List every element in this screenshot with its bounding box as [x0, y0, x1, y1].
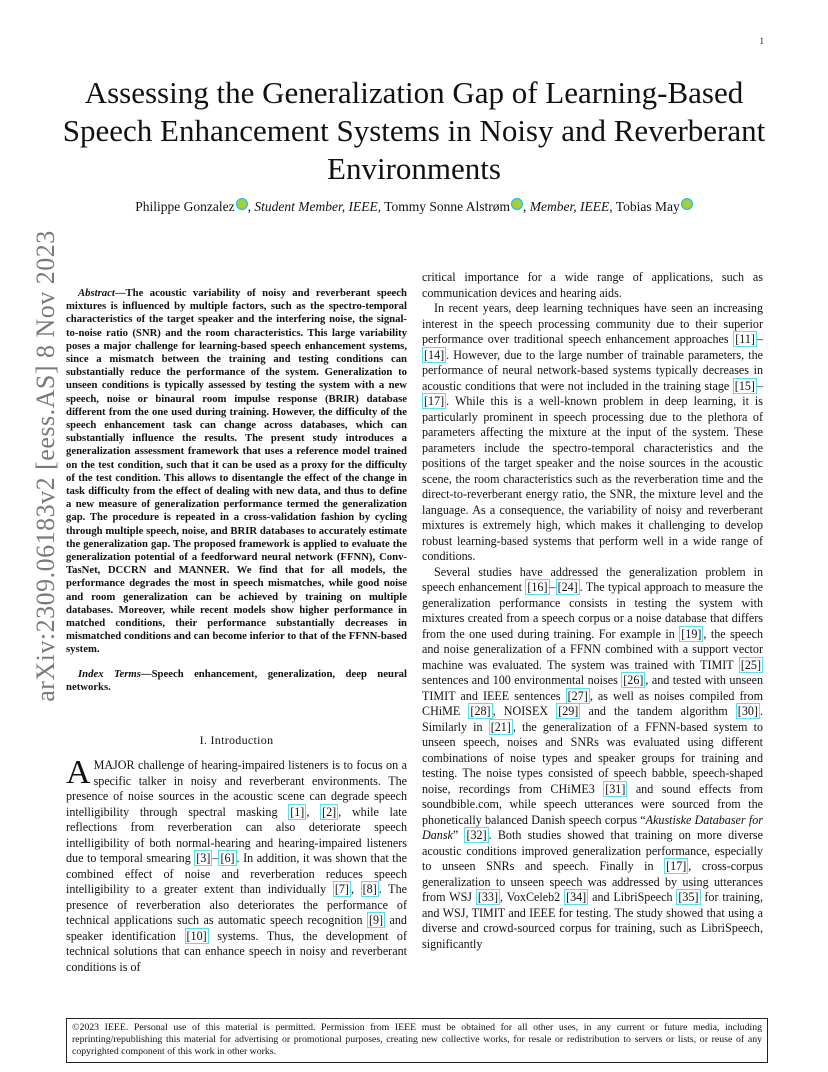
orcid-icon[interactable] — [236, 198, 248, 210]
intro-paragraph: In recent years, deep learning techniques have seen an increasing interest in the speech processing community due to their superior performance over traditional speech enhancement approaches [11] –[14] . However, due to the large number of trainable parameters, the performance of neural network-based systems typically decreases in acoustic conditions that were not included in the training stage [15] –[17] . While this is a well-known problem in deep learning, it is particularly prominent in speech processing due to the plethora of parameters affecting the mixture at the input of the system. These parameters include the spectro-temporal characteristics and the positions of the target speaker and the noise sources in the acoustic scene, the room characteristics such as the reverberation time and the direct-to-reverberant energy ratio, the SNR, the mixture level and the language. As a consequence, the variability of noisy and reverberant mixtures is extremely high, which makes it challenging to develop robust learning-based systems that perform well in a wide range of conditions. — [422, 301, 763, 563]
text-run: and speaker identification — [66, 913, 407, 943]
text-run: . The presence of reverberation also deteriorates the performance of technical applications such as automatic speech recognition — [66, 882, 407, 928]
left-column — [66, 287, 407, 975]
text-run: In recent years, deep learning techniques have seen an increasing interest in the speech processing community due to their superior performance over traditional speech enhancement approaches — [422, 301, 763, 346]
author-name: Philippe Gonzalez — [135, 199, 235, 214]
author-role: Member, IEEE — [529, 199, 610, 214]
text-run: and sound effects from soundbible.com, while speech utterances were sourced from the phonetically balanced Danish speech corpus “ — [422, 781, 764, 827]
citation-link[interactable]: [33] — [477, 890, 499, 904]
section-heading: I. Introduction — [199, 733, 274, 748]
orcid-icon[interactable] — [681, 198, 693, 210]
citation-link[interactable]: [32] — [466, 828, 487, 842]
text-run: systems. Thus, the development of technical solutions that can enhance speech in noisy and reverberant conditions is of — [66, 928, 407, 974]
citation-link[interactable]: [19] — [681, 626, 702, 641]
abstract-text: The acoustic variability of noisy and reverberant speech mixtures is influenced by multiple factors, such as the spectro-temporal characteristics of the target speaker and the interfering noise, the signal-to-noise ratio (SNR) and the room characteristics. This large variability poses a major challenge for learning-based speech enhancement systems, since a mismatch between the training and testing conditions can substantially reduce the performance of the system. Generalization to unseen conditions is typically assessed by testing the system with a new speech, noise or binaural room impulse response (BRIR) database different from the one used during training. However, the difficulty of the speech enhancement task can change across databases, which can substantially influence the results. The present study introduces a generalization assessment framework that uses a reference model trained on the test condition, such that it can be used as a proxy for the difficulty of the test condition. This allows to disentangle the effect of the change in task difficulty from the effect of dealing with new data, and thus to define a new measure of generalization performance termed the generalization gap. The procedure is repeated in a cross-validation fashion by cycling through multiple speech, noise, and BRIR databases to accurately estimate the generalization gap. The proposed framework is applied to evaluate the generalization potential of a feedforward neural network (FFNN), Conv-TasNet, DCCRN and MANNER. We find that for all models, the performance degrades the most in speech mismatches, while good noise and room generalization can be achieved by training on multiple databases. Moreover, while recent models show higher performance in matched conditions, their performance substantially decreases in mismatched conditions and can become inferior to that of the FFNN-based system. — [66, 287, 407, 656]
text-run: . The typical approach to measure the generalization performance consists in testing the system with mixtures created from a speech corpus or a noise database that differs from the one used during training. For example in — [422, 580, 763, 641]
citation-link[interactable]: [15] — [734, 378, 755, 393]
citation-link[interactable]: [2] — [322, 804, 337, 819]
abstract: Abstract—The acoustic variability of noisy and reverberant speech mixtures is influenced by multiple factors, such as the spectro-temporal characteristics of the target speaker and the interfering noise, the signal-to-noise ratio (SNR) and the room characteristics. This large variability poses a major challenge for learning-based speech enhancement systems, since a mismatch between the training and testing conditions can substantially reduce the performance of the system. Generalization to unseen conditions is typically assessed by testing the system with a new speech, noise or binaural room impulse response (BRIR) database different from the one used during training. However, the difficulty of the speech enhancement task can change across databases, which can substantially influence the results. The present study introduces a generalization assessment framework that uses a reference model trained on the test condition, such that it can be used as a proxy for the difficulty of the test condition. This allows to disentangle the effect of the change in task difficulty from the effect of dealing with new data, and thus to define a new measure of generalization performance termed the generalization gap. The procedure is repeated in a cross-validation fashion by cycling through multiple speech, noise, and BRIR databases to accurately estimate the generalization gap. The proposed framework is applied to evaluate the generalization potential of a feedforward neural network (FFNN), Conv-TasNet, DCCRN and MANNER. We find that for all models, the performance degrades the most in speech mismatches, while good noise and room generalization can be achieved by training on multiple databases. Moreover, while recent models show higher performance in matched conditions, their performance substantially decreases in mismatched conditions and can become inferior to that of the FFNN-based system. — [66, 287, 407, 656]
arxiv-stamp: arXiv:2309.06183v2 [eess.AS] 8 Nov 2023 — [31, 230, 60, 702]
text-run: Several studies have addressed the generalization problem in speech enhancement — [422, 564, 763, 594]
text-run: , and tested with unseen TIMIT and IEEE sentences — [422, 673, 763, 703]
text-run: Akustiske Databaser for Dansk — [422, 812, 763, 842]
citation-link[interactable]: [14] — [424, 347, 445, 362]
index-terms: Index Terms—Speech enhancement, generalization, deep neural networks. — [66, 667, 407, 693]
text-run: and the tandem algorithm — [580, 704, 736, 718]
citation-link[interactable]: [10] — [186, 928, 207, 943]
citation-link[interactable]: [17] — [666, 859, 687, 873]
citation-link[interactable]: [29] — [558, 704, 579, 718]
drop-cap: A — [66, 754, 91, 792]
citation-link[interactable]: [7] — [334, 882, 349, 897]
index-terms-label: Index Terms — [78, 667, 141, 680]
text-run: , cross-corpus generalization to unseen speech was addressed by using utterances from WSJ — [422, 859, 763, 904]
text-run: for training, and WSJ, TIMIT and IEEE for testing. The study showed that using a diverse and crowd-sourced corpus for training, such as LibriSpeech, significantly — [422, 890, 763, 951]
author-list: Philippe Gonzalez , Student Member, IEEE, Tommy Sonne Alstrøm , Member, IEEE, Tobias May — [40, 198, 788, 215]
text-run: . While this is a well-known problem in deep learning, it is particularly prominent in speech processing due to the plethora of parameters affecting the mixture at the input of the system. These parameters include the spectro-temporal characteristics and the positions of the target speaker and the noise sources in the acoustic scene, the room characteristics such as the reverberation time and the direct-to-reverberant energy ratio, the SNR, the mixture level and the language. As a consequence, the variability of noisy and reverberant mixtures is extremely high, which makes it challenging to develop robust learning-based systems that perform well in a wide range of conditions. — [422, 394, 763, 563]
text-run: . However, due to the large number of trainable parameters, the performance of neural network-based systems typically decreases in acoustic conditions that were not included in the training stage — [422, 347, 763, 393]
citation-link[interactable]: [16] — [527, 580, 548, 594]
citation-link[interactable]: [21] — [490, 719, 511, 734]
citation-link[interactable]: [8] — [362, 882, 377, 897]
author-name: Tobias May — [615, 199, 680, 214]
text-run: and LibriSpeech — [588, 890, 677, 904]
citation-link[interactable]: [30] — [737, 704, 758, 718]
citation-link[interactable]: [35] — [678, 890, 699, 904]
intro-paragraph: AMAJOR challenge of hearing-impaired listeners is to focus on a specific talker in noisy and reverberant environments. The presence of noise sources in the acoustic scene can degrade speech intelligibility through spectral masking [1] , [2] , while late reflections from reverberation can also deteriorate speech intelligibility of both normal-hearing and hearing-impaired listeners due to temporal smearing [3] – [6] . In addition, it was shown that the combined effect of noise and reverberation reduces speech intelligibility to a greater extent than individually [7] , [8] . The presence of reverberation also deteriorates the performance of technical applications such as automatic speech recognition [9] and speaker identification [10] systems. Thus, the development of technical solutions that can enhance speech in noisy and reverberant conditions is of — [66, 754, 407, 974]
index-terms-text: Speech enhancement, generalization, deep neural networks. — [66, 667, 407, 693]
citation-link[interactable]: [26] — [623, 673, 644, 687]
text-run: . Both studies showed that training on more diverse acoustic conditions improved generalization performance, especially to unseen SNRs and speech. Finally in — [422, 828, 763, 873]
citation-link[interactable]: [34] — [566, 890, 587, 904]
citation-link[interactable]: [11] — [735, 332, 755, 346]
right-column — [422, 270, 763, 952]
citation-link[interactable]: [6] — [220, 851, 235, 866]
text-run: sentences and 100 environmental noises — [422, 673, 622, 687]
text-run: , the generalization of a FFNN-based system to unseen speech, noises and SNRs was evaluated using different combinations of noise types and speaker groups for training and testing. The noise types consisted of speech babble, speech-shaped noise, recordings from CHiME3 — [422, 719, 763, 796]
citation-link[interactable]: [27] — [567, 688, 588, 703]
citation-link[interactable]: [31] — [605, 781, 626, 796]
text-run: , as well as noises compiled from CHiME — [422, 688, 763, 718]
citation-link[interactable]: [28] — [470, 704, 491, 718]
paper-title: Assessing the Generalization Gap of Learning-Based Speech Enhancement Systems in Noisy and Reverberant Environments — [62, 75, 766, 186]
text-run: . Similarly in — [422, 704, 763, 734]
text-run: MAJOR challenge of hearing-impaired listeners is to focus on a specific talker in noisy and reverberant environments. The presence of noise sources in the acoustic scene can degrade speech intelligibility through spectral masking — [66, 758, 407, 819]
author-name: Tommy Sonne Alstrøm — [384, 199, 511, 214]
text-run: , the speech and noise generalization of a FFNN combined with a support vector machine was evaluated. The system was trained with TIMIT — [422, 626, 764, 672]
copyright-notice: ©2023 IEEE. Personal use of this material is permitted. Permission from IEEE must be obtained for all other uses, in any current or future media, including reprinting/republishing this material for advertising or promotional purposes, creating new collective works, for resale or redistribution to servers or lists, or reuse of any copyrighted component of this work in other works. — [66, 1018, 768, 1063]
abstract-label: Abstract — [78, 287, 115, 299]
citation-link[interactable]: [9] — [368, 913, 384, 928]
citation-link[interactable]: [25] — [740, 657, 761, 672]
citation-link[interactable]: [17] — [424, 394, 445, 408]
page-number: 1 — [759, 36, 764, 46]
text-run: ” — [452, 828, 465, 842]
citation-link[interactable]: [3] — [196, 851, 211, 866]
citation-link[interactable]: [1] — [290, 804, 305, 819]
author-role: Student Member, IEEE — [254, 199, 378, 214]
text-run: , VoxCeleb2 — [500, 890, 565, 904]
text-run: , while late reflections from reverberation can also deteriorate speech intelligibility of both normal-hearing and hearing-impaired listeners due to temporal smearing — [66, 804, 407, 866]
text-run: . In addition, it was shown that the combined effect of noise and reverberation reduces speech intelligibility to a greater extent than individually — [66, 851, 407, 897]
orcid-icon[interactable] — [511, 198, 523, 210]
text-run: , NOISEX — [492, 704, 557, 718]
citation-link[interactable]: [24] — [557, 580, 578, 594]
intro-paragraph: critical importance for a wide range of applications, such as communication devices and hearing aids. — [422, 270, 763, 300]
intro-paragraph: Several studies have addressed the generalization problem in speech enhancement [16] – [24] . The typical approach to measure the generalization performance consists in testing the system with mixtures created from a speech corpus or a noise database that differs from the one used during training. For example in [19] , the speech and noise generalization of a FFNN combined with a support vector machine was evaluated. The system was trained with TIMIT [25] sentences and 100 environmental noises [26] , and tested with unseen TIMIT and IEEE sentences [27] , as well as noises compiled from CHiME [28] , NOISEX [29] and the tandem algorithm [30] . Similarly in [21] , the generalization of a FFNN-based system to unseen speech, noises and SNRs was evaluated using different combinations of noise types and speaker groups for training and testing. The noise types consisted of speech babble, speech-shaped noise, recordings from CHiME3 [31] and sound effects from soundbible.com, while speech utterances were sourced from the phonetically balanced Danish speech corpus “Akustiske Databaser for Dansk” [32] . Both studies showed that training on more diverse acoustic conditions improved generalization performance, especially to unseen SNRs and speech. Finally in [17] , cross-corpus generalization to unseen speech was addressed by using utterances from WSJ [33] , VoxCeleb2 [34] and LibriSpeech [35] for training, and WSJ, TIMIT and IEEE for testing. The study showed that using a diverse and crowd-sourced corpus for training, such as LibriSpeech, significantly — [422, 564, 764, 951]
